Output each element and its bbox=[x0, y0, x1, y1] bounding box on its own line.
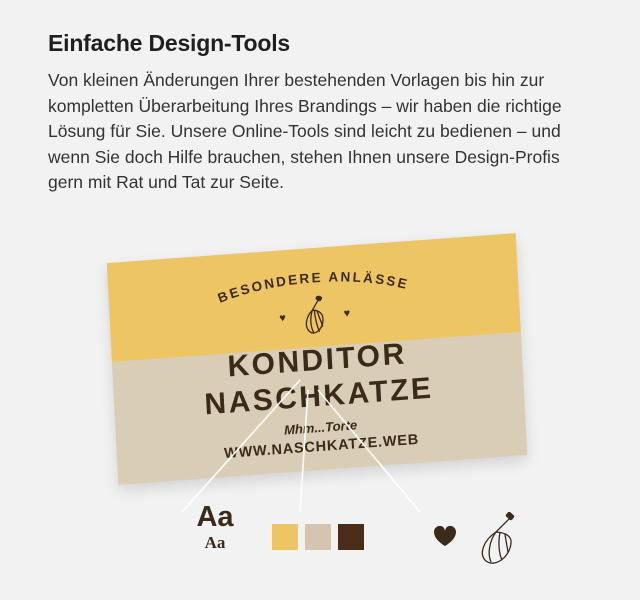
typography-sample-large: Aa bbox=[196, 501, 234, 533]
color-swatch-2 bbox=[305, 524, 331, 550]
whisk-icon bbox=[297, 295, 333, 337]
card-website: WWW.NASCHKATZE.WEB bbox=[223, 431, 420, 463]
body-paragraph: Von kleinen Änderungen Ihrer bestehenden Vorlagen bis hin zur kompletten Überarbeitung Ihres Brandings – wir haben die richtige Lösung für Sie. Unsere Online-Tools sind leicht zu bedienen – und wenn Sie doch Hilfe brauchen, stehen Ihnen unsere Design-Profis gern mit Rat und Tat zur Seite. bbox=[48, 70, 562, 192]
typography-sample bbox=[160, 502, 270, 554]
card-arc-textpath: BESONDERE ANLÄSSE bbox=[215, 269, 411, 306]
card-content bbox=[107, 233, 528, 485]
business-card-illustration bbox=[60, 240, 580, 490]
color-swatch-3 bbox=[338, 524, 364, 550]
heart-icon bbox=[434, 526, 456, 546]
icon-sample bbox=[418, 512, 528, 567]
typography-sample-small: Aa bbox=[204, 533, 226, 552]
page-title: Einfache Design-Tools bbox=[48, 30, 291, 56]
feature-row bbox=[60, 500, 580, 580]
color-swatch-1 bbox=[272, 524, 298, 550]
business-card bbox=[107, 233, 528, 485]
card-brand-line-1: KONDITOR bbox=[226, 337, 408, 384]
color-palette bbox=[272, 524, 364, 550]
heart-icon-left: ♥ bbox=[278, 311, 287, 325]
card-brand-line-2: NASCHKATZE bbox=[203, 371, 435, 422]
card-tagline: Mhm...Torte bbox=[283, 417, 358, 438]
whisk-icon bbox=[482, 518, 511, 563]
heart-icon-right: ♥ bbox=[343, 306, 351, 320]
